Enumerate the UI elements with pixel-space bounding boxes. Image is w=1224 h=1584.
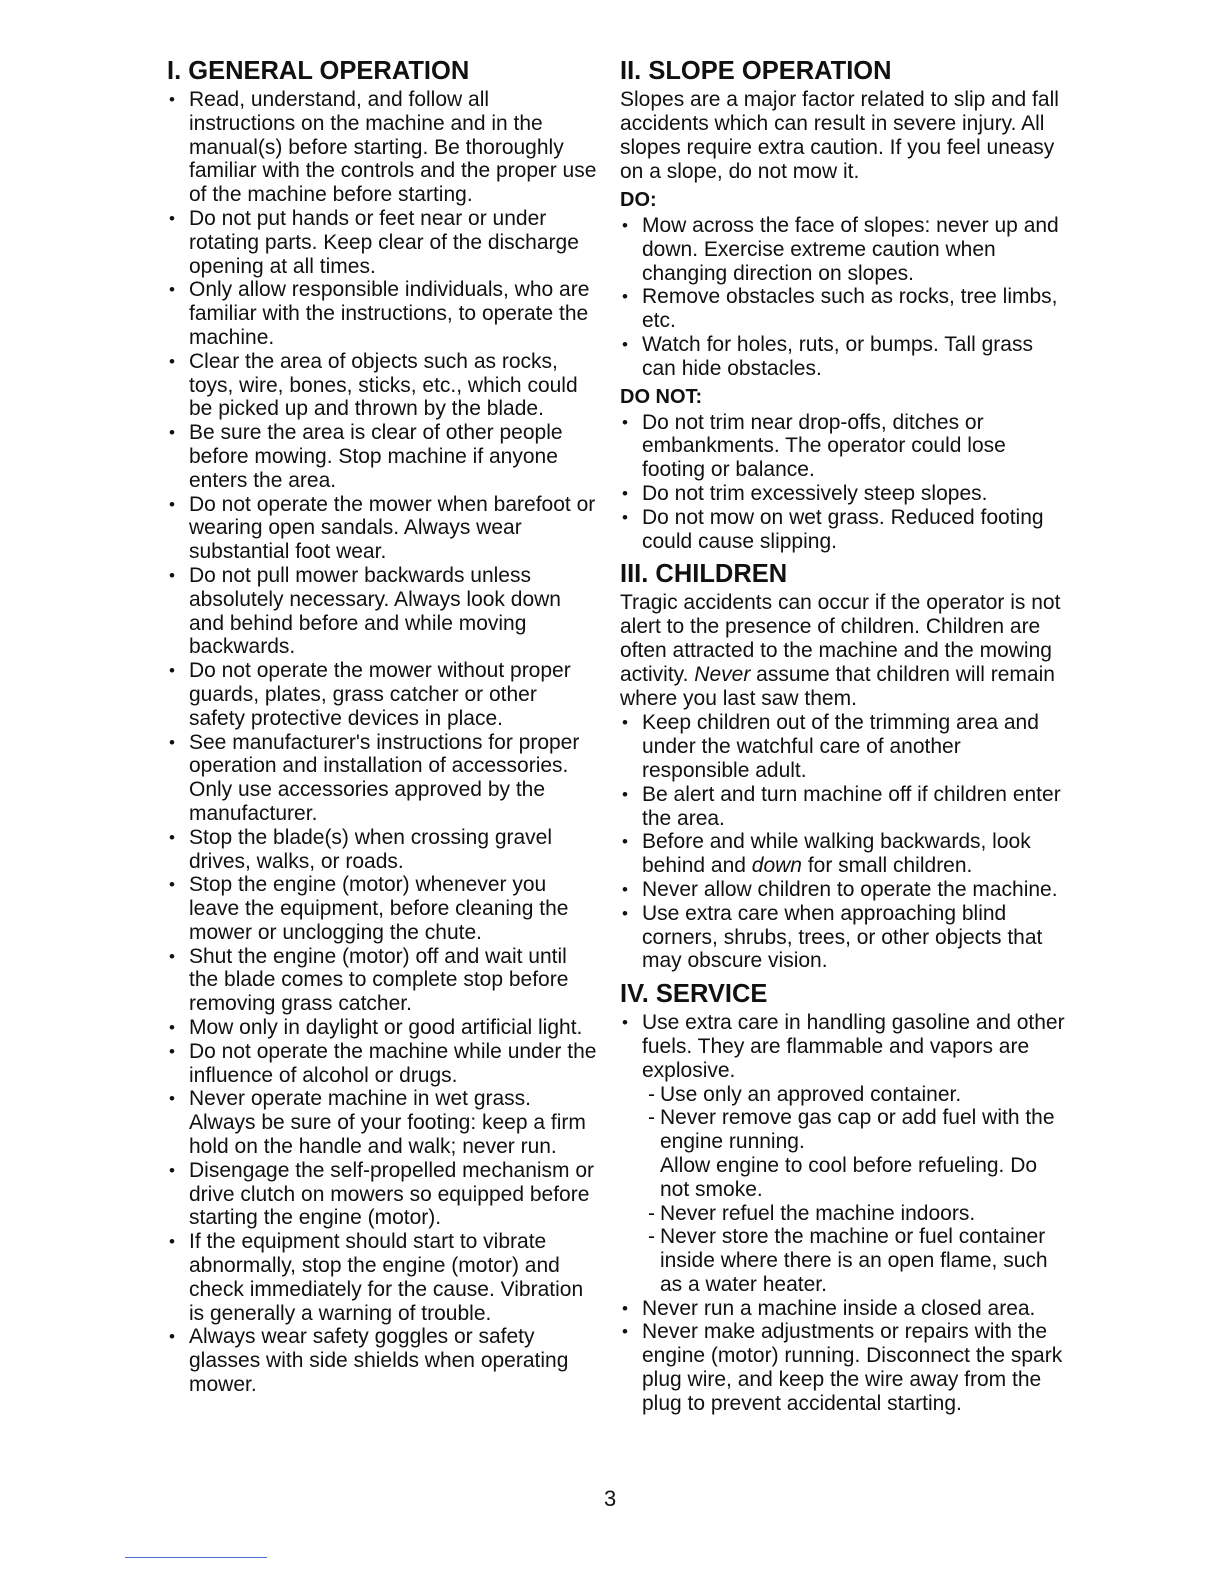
do-not-label: DO NOT: (620, 385, 703, 408)
list-item: • Do not put hands or feet near or under rotating parts. Keep clear of the discharge opening at all times. (167, 207, 597, 278)
list-item: • Never make adjustments or repairs with the engine (motor) running. Disconnect the spark plug wire, and keep the wire away from the plug to prevent accidental starting. (620, 1320, 1065, 1415)
list-item: • Do not trim excessively steep slopes. (620, 482, 1065, 506)
sub-item: - Never refuel the machine indoors. (648, 1202, 1065, 1226)
list-item: • Never allow children to operate the machine. (620, 878, 1065, 902)
slope-operation-heading: II. SLOPE OPERATION (620, 57, 892, 85)
fuel-sub-list (648, 1083, 1065, 1297)
list-item: • Always wear safety goggles or safety glasses with side shields when operating mower. (167, 1325, 597, 1396)
children-heading: III. CHILDREN (620, 560, 788, 589)
children-list (620, 711, 1065, 973)
children-intro: Tragic accidents can occur if the operator is not alert to the presence of children. Children are often attracted to the machine and the mowing activity. Never assume that children will remain where you last saw them. (620, 591, 1061, 711)
do-list (620, 214, 1065, 381)
list-item: • Do not operate the machine while under the influence of alcohol or drugs. (167, 1040, 597, 1088)
list-item: • Shut the engine (motor) off and wait until the blade comes to complete stop before removing grass catcher. (167, 945, 597, 1016)
list-item: • Do not trim near drop-offs, ditches or embankments. The operator could lose footing or balance. (620, 411, 1065, 482)
list-item: • Never operate machine in wet grass. Always be sure of your footing: keep a firm hold on the handle and walk; never run. (167, 1087, 597, 1158)
slope-intro: Slopes are a major factor related to slip and fall accidents which can result in severe injury. All slopes require extra caution. If you feel uneasy on a slope, do not mow it. (620, 88, 1059, 183)
sub-item: - Never store the machine or fuel container inside where there is an open flame, such as a water heater. (648, 1225, 1065, 1296)
list-item: • Be sure the area is clear of other people before mowing. Stop machine if anyone enters the area. (167, 421, 597, 492)
list-item: • Stop the engine (motor) whenever you leave the equipment, before cleaning the mower or unclogging the chute. (167, 873, 597, 944)
list-item: • Watch for holes, ruts, or bumps. Tall grass can hide obstacles. (620, 333, 1065, 381)
list-item: • Mow across the face of slopes: never up and down. Exercise extreme caution when changing direction on slopes. (620, 214, 1065, 285)
list-item: • Only allow responsible individuals, who are familiar with the instructions, to operate the machine. (167, 278, 597, 349)
general-operation-heading: I. GENERAL OPERATION (167, 57, 470, 85)
list-item: • Do not operate the mower without proper guards, plates, grass catcher or other safety protective devices in place. (167, 659, 597, 730)
page-number: 3 (604, 1486, 617, 1511)
list-item: • Disengage the self-propelled mechanism or drive clutch on mowers so equipped before starting the engine (motor). (167, 1159, 597, 1230)
list-item: • Use extra care when approaching blind corners, shrubs, trees, or other objects that may obscure vision. (620, 902, 1065, 973)
list-item: • Never run a machine inside a closed area. (620, 1297, 1065, 1321)
list-item: • Do not pull mower backwards unless absolutely necessary. Always look down and behind before and while moving backwards. (167, 564, 597, 659)
service-heading: IV. SERVICE (620, 980, 768, 1009)
list-item: • Keep children out of the trimming area and under the watchful care of another responsible adult. (620, 711, 1065, 782)
bottom-rule (125, 1557, 267, 1558)
sub-item: - Never remove gas cap or add fuel with the engine running. (648, 1106, 1065, 1154)
sub-item-continued: Allow engine to cool before refueling. Do not smoke. (660, 1153, 1038, 1201)
do-not-list (620, 411, 1065, 554)
do-label: DO: (620, 189, 657, 211)
list-item: • Stop the blade(s) when crossing gravel drives, walks, or roads. (167, 826, 597, 874)
left-column (167, 56, 597, 1397)
list-item: • See manufacturer's instructions for proper operation and installation of accessories. Only use accessories approved by the manufacturer. (167, 731, 597, 826)
list-item: • Remove obstacles such as rocks, tree limbs, etc. (620, 285, 1065, 333)
sub-item: - Use only an approved container. (648, 1083, 1065, 1107)
list-item: • Be alert and turn machine off if children enter the area. (620, 783, 1065, 831)
list-item: • Mow only in daylight or good artificial light. (167, 1016, 597, 1040)
list-item: • Do not mow on wet grass. Reduced footing could cause slipping. (620, 506, 1065, 554)
service-list (620, 1011, 1065, 1416)
list-item: • If the equipment should start to vibrate abnormally, stop the engine (motor) and check immediately for the cause. Vibration is generally a warning of trouble. (167, 1230, 597, 1325)
list-item: • Use extra care in handling gasoline and other fuels. They are flammable and vapors are explosive. - Use only an approved container. - Never remove gas cap or add fuel with the engine running. Allow engine to cool before refueling. Do not smoke. - Never refuel the machine indoors. - Never store the machine or fuel container inside where there is an open flame, such as a water heater. (620, 1011, 1065, 1297)
list-item: • Do not operate the mower when barefoot or wearing open sandals. Always wear substantial foot wear. (167, 493, 597, 564)
list-item: • Before and while walking backwards, look behind and down for small children. (620, 830, 1065, 878)
list-item: • Read, understand, and follow all instructions on the machine and in the manual(s) before starting. Be thoroughly familiar with the controls and the proper use of the machine before starting. (167, 88, 597, 207)
list-item: • Clear the area of objects such as rocks, toys, wire, bones, sticks, etc., which could be picked up and thrown by the blade. (167, 350, 597, 421)
general-operation-list (167, 88, 597, 1397)
right-column (620, 56, 1065, 1416)
